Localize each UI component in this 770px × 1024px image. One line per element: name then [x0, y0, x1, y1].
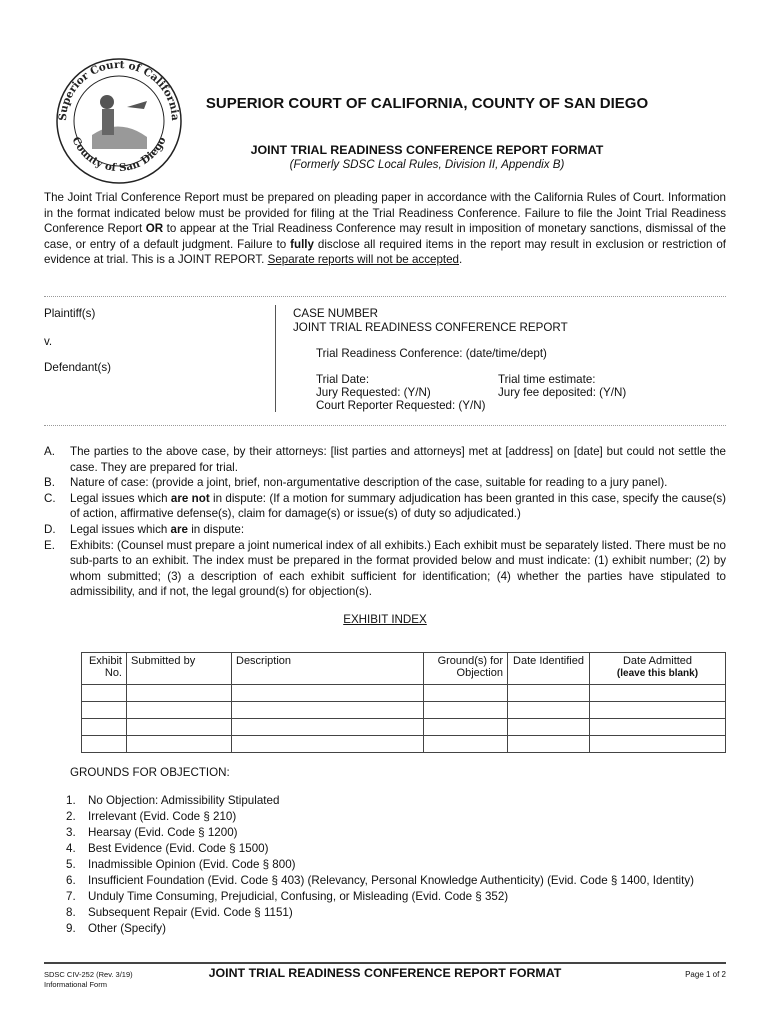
list-text: Unduly Time Consuming, Prejudicial, Confusing, or Misleading (Evid. Code § 352) — [88, 890, 509, 903]
list-item — [66, 905, 726, 921]
col-exhibit-no: Exhibit No. — [82, 653, 127, 685]
list-number: 2. — [66, 810, 76, 823]
item-c: C. Legal issues which are not in dispute: (If a motion for summary adjudication has been granted in this case, specify the cause(s) of action, affirmative defense(s), claim for damage(s) or issue(s) of duty so adjudicated.) — [44, 491, 726, 521]
list-item — [66, 841, 726, 857]
form-note: (Formerly SDSC Local Rules, Division II, Appendix B) — [289, 158, 565, 171]
report-items — [44, 444, 726, 600]
list-item — [66, 873, 726, 889]
list-item — [66, 793, 726, 809]
list-number: 1. — [66, 794, 76, 807]
report-title-label: JOINT TRIAL READINESS CONFERENCE REPORT — [293, 321, 568, 334]
trc-label: Trial Readiness Conference: (date/time/dept) — [316, 347, 547, 360]
caption-divider — [275, 305, 276, 412]
table-row — [82, 736, 726, 753]
list-item — [66, 857, 726, 873]
col-submitted-by: Submitted by — [127, 653, 232, 685]
list-text: Insufficient Foundation (Evid. Code § 403) (Relevancy, Personal Knowledge Authenticity) (Evid. Code § 1400, Identity) — [88, 874, 695, 887]
list-text: Hearsay (Evid. Code § 1200) — [88, 826, 238, 839]
footer-form-id: SDSC CIV-252 (Rev. 3/19) Informational Form — [44, 970, 133, 989]
footer — [44, 962, 726, 989]
list-text: No Objection: Admissibility Stipulated — [88, 794, 280, 807]
list-number: 3. — [66, 826, 76, 839]
item-e: E. Exhibits: (Counsel must prepare a joint numerical index of all exhibits.) Each exhibit must be separately listed. There must be no sub-parts to an exhibit. The index must be prepared in the format provided below and must indicate: (1) exhibit number; (2) by whom submitted; (3) a description of each exhibit sufficient for identification; (4) whether the parties have stipulated to admissibility, and if not, the legal ground(s) for objection(s). — [44, 538, 726, 599]
table-row — [82, 685, 726, 702]
col-date-identified: Date Identified — [508, 653, 590, 685]
list-number: 4. — [66, 842, 76, 855]
footer-title: JOINT TRIAL READINESS CONFERENCE REPORT FORMAT — [208, 966, 562, 980]
case-number-label: CASE NUMBER — [293, 307, 379, 320]
list-number: 9. — [66, 922, 76, 935]
list-item — [66, 921, 726, 937]
list-number: 5. — [66, 858, 76, 871]
col-description: Description — [232, 653, 424, 685]
col-grounds: Ground(s) for Objection — [424, 653, 508, 685]
jury-requested-label: Jury Requested: (Y/N) — [316, 386, 431, 399]
list-text: Other (Specify) — [88, 922, 166, 935]
court-reporter-label: Court Reporter Requested: (Y/N) — [316, 399, 486, 412]
plaintiff-label: Plaintiff(s) — [44, 307, 96, 320]
trial-date-label: Trial Date: — [316, 373, 370, 386]
list-number: 6. — [66, 874, 76, 887]
item-b: B. Nature of case: (provide a joint, brief, non-argumentative description of the case, suitable for reading to a jury panel). — [44, 476, 668, 490]
table-header-row — [82, 653, 726, 685]
divider — [44, 296, 726, 297]
intro-paragraph: The Joint Trial Conference Report must be prepared on pleading paper in accordance with the California Rules of Court. Information in the format indicated below must be provided for filing at the Trial Readiness Conference. Failure to file the Joint Trial Readiness Conference Report OR to appear at the Trial Readiness Conference may result in imposition of monetary sanctions, dismissal of the case, or entry of a default judgment. Failure to fully disclose all required items in the report may result in exclusion or restriction of evidence at trial. This is a JOINT REPORT. Separate reports will not be accepted. — [44, 191, 726, 267]
versus-label: v. — [44, 335, 53, 348]
item-d: D. Legal issues which are in dispute: — [44, 522, 245, 536]
table-row — [82, 719, 726, 736]
trial-time-label: Trial time estimate: — [498, 373, 596, 386]
page-number: Page 1 of 2 — [685, 970, 726, 979]
item-a: A. The parties to the above case, by their attorneys: [list parties and attorneys] met at [address] on [date] but could not settle the case. They are prepared for trial. — [44, 445, 726, 474]
table-row — [82, 702, 726, 719]
grounds-list — [66, 793, 726, 937]
col-date-admitted: Date Admitted (leave this blank) — [590, 653, 726, 685]
list-text: Inadmissible Opinion (Evid. Code § 800) — [88, 858, 296, 871]
exhibit-index-table — [81, 652, 726, 753]
court-title: SUPERIOR COURT OF CALIFORNIA, COUNTY OF SAN DIEGO — [205, 95, 649, 112]
list-number: 8. — [66, 906, 76, 919]
jury-fee-label: Jury fee deposited: (Y/N) — [498, 386, 627, 399]
svg-text:Superior Court of California: Superior Court of California — [56, 58, 182, 122]
list-text: Best Evidence (Evid. Code § 1500) — [88, 842, 269, 855]
form-title: JOINT TRIAL READINESS CONFERENCE REPORT FORMAT — [250, 143, 604, 157]
list-item — [66, 889, 726, 905]
court-seal-logo — [52, 57, 186, 185]
list-item — [66, 809, 726, 825]
divider — [44, 425, 726, 426]
defendant-label: Defendant(s) — [44, 361, 112, 374]
exhibit-index-title: EXHIBIT INDEX — [343, 613, 427, 626]
svg-text:County of San Diego: County of San Diego — [69, 135, 169, 175]
grounds-title: GROUNDS FOR OBJECTION: — [70, 766, 230, 779]
list-number: 7. — [66, 890, 76, 903]
list-item — [66, 825, 726, 841]
list-text: Irrelevant (Evid. Code § 210) — [88, 810, 237, 823]
list-text: Subsequent Repair (Evid. Code § 1151) — [88, 906, 293, 919]
